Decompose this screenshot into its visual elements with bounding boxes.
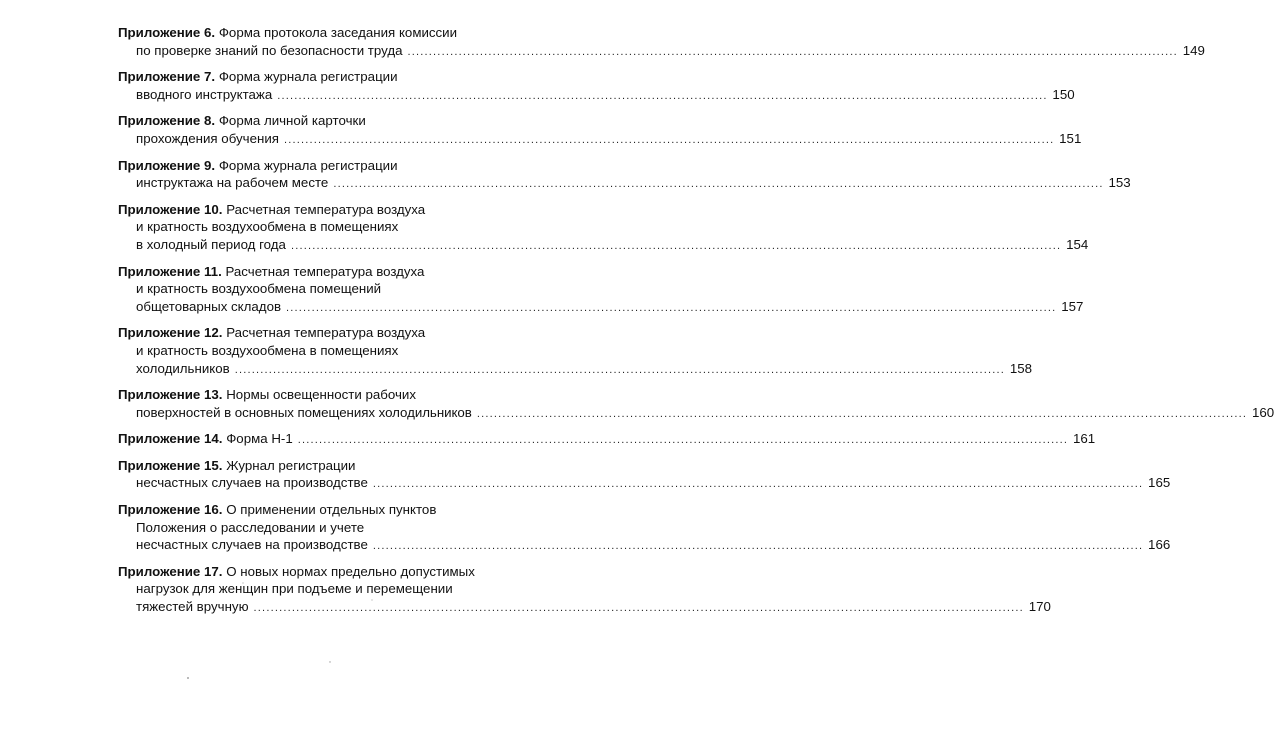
toc-entry-title-line: Журнал регистрации [226, 457, 356, 473]
toc-entry-title-line: несчастных случаев на производстве [136, 475, 368, 491]
toc-entry-last-line [118, 598, 1051, 618]
toc-entry-text [118, 325, 425, 340]
toc-entry-title-line: Форма журнала регистрации [218, 69, 398, 85]
toc-entry-title-line: Расчетная температура воздуха [225, 263, 425, 279]
toc-entry-title-line: нагрузок для женщин при подъеме и перемещении [136, 581, 453, 597]
toc-entry-line [118, 263, 510, 281]
toc-entry-line [118, 218, 510, 236]
toc-entry [118, 263, 1084, 318]
toc-entry-line [118, 280, 510, 298]
toc-entry-text [118, 387, 416, 402]
toc-entry-last-line [118, 174, 1131, 194]
page-number: 166 [1148, 537, 1171, 553]
dot-leader: ..................................................................................................................................................................................... [234, 363, 1006, 376]
toc-entry-title-line: вводного инструктажа [136, 86, 273, 102]
dot-leader: ..................................................................................................................................................................................... [297, 434, 1069, 447]
toc-entry-text [118, 430, 293, 448]
dot-leader: ..................................................................................................................................................................................... [277, 89, 1048, 102]
toc-entry-text [136, 281, 381, 296]
dot-leader: ..................................................................................................................................................................................... [476, 407, 1248, 420]
toc-entry-title-line: Положения о расследовании и учете [136, 519, 365, 535]
appendix-label: Приложение 17. [118, 563, 223, 579]
toc-entry-title-line: прохождения обучения [136, 130, 279, 146]
appendix-label: Приложение 11. [118, 263, 222, 279]
page-number: 153 [1108, 175, 1131, 191]
toc-entry-text [136, 298, 281, 316]
toc-entry-title-line: Форма протокола заседания комиссии [218, 25, 458, 40]
toc-entry-text [118, 564, 475, 579]
toc-entry [118, 430, 1096, 450]
page-number: 150 [1052, 86, 1075, 102]
appendix-label: Приложение 10. [118, 201, 223, 217]
toc-entry-last-line [118, 536, 1171, 556]
dot-leader: ..................................................................................................................................................................................... [372, 540, 1144, 553]
toc-entry-last-line [118, 298, 1084, 318]
appendix-label: Приложение 8. [118, 113, 216, 129]
toc-entry-line [118, 324, 510, 342]
toc-entry-title-line: поверхностей в основных помещениях холодильников [136, 404, 472, 420]
page-number: 158 [1009, 360, 1033, 376]
toc-entry-last-line [118, 430, 1096, 450]
appendix-label: Приложение 7. [118, 69, 216, 85]
toc-entry-line [118, 342, 510, 360]
dot-leader: ..................................................................................................................................................................................... [407, 45, 1178, 58]
toc-entry-title-line: и кратность воздухообмена помещений [136, 281, 382, 297]
toc-entry-title-line: О новых нормах предельно допустимых [226, 563, 475, 579]
appendix-label: Приложение 14. [118, 431, 223, 447]
toc-entry-text [136, 598, 249, 616]
toc-entry [118, 457, 1171, 494]
toc-entry-text [136, 174, 328, 192]
toc-entry-text [136, 474, 368, 492]
toc-entry-last-line [118, 404, 1274, 424]
toc-entry-last-line [118, 236, 1089, 256]
toc-entry-text [118, 458, 355, 473]
toc-entry [118, 24, 1205, 61]
toc-entry [118, 112, 1082, 149]
toc-entry-line [118, 457, 510, 475]
toc-entry-line [118, 519, 510, 537]
toc-entry-title-line: в холодный период года [136, 236, 286, 252]
toc-entry-text [136, 581, 453, 596]
toc-entry [118, 563, 1051, 618]
page-number: 165 [1148, 475, 1171, 491]
toc-entry-title-line: Форма журнала регистрации [218, 157, 398, 173]
toc-entry-last-line [118, 42, 1205, 62]
toc-entry-text [136, 42, 403, 60]
toc-entry-text [118, 113, 366, 128]
toc-entry-text [118, 202, 425, 217]
toc-entry-title-line: по проверке знаний по безопасности труда [136, 42, 403, 58]
toc-entry-line [118, 112, 510, 130]
speck [329, 661, 330, 662]
toc-entry-text [136, 360, 230, 378]
toc-entry-title-line: Форма Н-1 [226, 431, 293, 447]
appendix-label: Приложение 12. [118, 325, 223, 341]
toc-entry-text [118, 69, 398, 84]
page-number: 170 [1028, 599, 1051, 615]
toc-entry-text [118, 502, 436, 517]
toc-entry-line [118, 580, 510, 598]
toc-entry-text [136, 536, 368, 554]
toc-entry [118, 68, 1075, 105]
toc-entry-line [118, 201, 510, 219]
toc-entry-text [136, 86, 272, 104]
table-of-contents [118, 24, 1274, 625]
appendix-label: Приложение 6. [118, 25, 216, 40]
dot-leader: ..................................................................................................................................................................................... [283, 133, 1055, 146]
toc-entry [118, 501, 1171, 556]
toc-entry-title-line: Расчетная температура воздуха [226, 325, 426, 341]
dot-leader: ..................................................................................................................................................................................... [286, 301, 1057, 314]
toc-entry [118, 386, 1274, 423]
page-number: 157 [1061, 298, 1084, 314]
toc-entry-text [136, 236, 286, 254]
toc-entry-line [118, 24, 510, 42]
toc-entry-text [136, 343, 398, 358]
toc-entry-title-line: О применении отдельных пунктов [226, 502, 437, 518]
appendix-label: Приложение 9. [118, 157, 216, 173]
toc-entry-title-line: тяжестей вручную [136, 599, 249, 615]
dot-leader: ..................................................................................................................................................................................... [290, 239, 1062, 252]
toc-entry-line [118, 501, 510, 519]
toc-entry-text [118, 25, 457, 40]
toc-entry-title-line: Форма личной карточки [218, 113, 366, 129]
page-number: 160 [1252, 404, 1274, 420]
speck [187, 677, 189, 679]
toc-entry-line [118, 563, 510, 581]
toc-entry-title-line: холодильников [136, 360, 230, 376]
toc-entry-text [136, 219, 398, 234]
toc-entry-text [136, 520, 364, 535]
toc-entry-title-line: инструктажа на рабочем месте [136, 175, 329, 191]
toc-entry-line [118, 386, 510, 404]
toc-entry-title-line: Нормы освещенности рабочих [226, 387, 416, 403]
toc-entry-last-line [118, 360, 1033, 380]
toc-entry-title-line: несчастных случаев на производстве [136, 537, 368, 553]
toc-entry-title-line: Расчетная температура воздуха [226, 201, 426, 217]
toc-entry [118, 157, 1131, 194]
page-number: 151 [1059, 130, 1082, 146]
toc-entry-title-line: общетоварных складов [136, 298, 282, 314]
toc-entry-last-line [118, 474, 1171, 494]
toc-entry [118, 324, 1033, 379]
page-number: 149 [1182, 42, 1205, 58]
dot-leader: ..................................................................................................................................................................................... [372, 478, 1144, 491]
appendix-label: Приложение 13. [118, 387, 223, 403]
toc-entry-text [136, 404, 472, 422]
toc-entry-text [118, 264, 424, 279]
toc-entry-line [118, 68, 510, 86]
appendix-label: Приложение 16. [118, 502, 223, 518]
appendix-label: Приложение 15. [118, 457, 223, 473]
toc-entry-last-line [118, 130, 1082, 150]
toc-entry-title-line: и кратность воздухообмена в помещениях [136, 342, 399, 358]
dot-leader: ..................................................................................................................................................................................... [253, 602, 1024, 615]
dot-leader: ..................................................................................................................................................................................... [333, 178, 1104, 191]
toc-entry-text [118, 158, 398, 173]
toc-entry-text [136, 130, 279, 148]
page-number: 161 [1072, 431, 1096, 447]
toc-entry-title-line: и кратность воздухообмена в помещениях [136, 219, 399, 235]
page-number: 154 [1066, 236, 1089, 252]
toc-entry-last-line [118, 86, 1075, 106]
toc-entry-line [118, 157, 510, 175]
toc-entry [118, 201, 1089, 256]
